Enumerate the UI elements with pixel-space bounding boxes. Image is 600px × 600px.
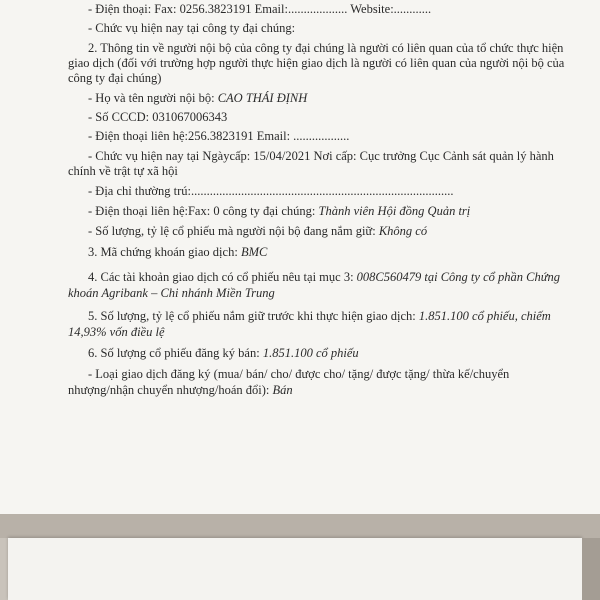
contact-phone-line: - Điện thoại liên hệ:256.3823191 Email: .................. <box>88 129 350 143</box>
address-line: - Địa chỉ thường trú:.................................................................................... <box>88 184 454 198</box>
trading-account-line <box>88 270 560 285</box>
shares-registered-value: 1.851.100 cổ phiếu <box>262 346 359 360</box>
insider-holding-label: - Số lượng, tỷ lệ cổ phiếu mà người nội bộ đang nắm giữ: <box>88 224 379 238</box>
section-2-heading: 2. Thông tin về người nội bộ của công ty đại chúng là người có liên quan của tổ chức thực hiện <box>88 41 564 55</box>
position-value: Thành viên Hội đồng Quản trị <box>318 204 471 218</box>
section-2-heading-cont: giao dịch (đối với trường hợp người thực hiện giao dịch là người có liên quan của người nội bộ của <box>68 56 565 70</box>
insider-name-label: - Họ và tên người nội bộ: <box>88 91 218 105</box>
section-2-heading-end: công ty đại chúng) <box>68 71 162 85</box>
shares-held-line <box>88 309 551 324</box>
insider-name-value: CAO THÁI ĐỊNH <box>217 91 308 105</box>
next-page <box>8 538 582 600</box>
transaction-type-value: Bán <box>272 383 293 397</box>
page-gap <box>0 514 600 538</box>
position-fax-label: - Điện thoại liên hệ:Fax: 0 công ty đại chúng: <box>88 204 319 218</box>
stock-code-line <box>88 245 267 260</box>
position-line: - Chức vụ hiện nay tại công ty đại chúng: <box>88 21 296 35</box>
shares-registered-line <box>88 346 359 361</box>
transaction-type-line: - Loại giao dịch đăng ký (mua/ bán/ cho/ được cho/ tặng/ được tặng/ thừa kế/chuyển <box>88 367 510 381</box>
insider-name-line <box>88 91 307 106</box>
trading-account-cont: khoán Agribank – Chi nhánh Miền Trung <box>68 286 275 300</box>
stock-code-label: 3. Mã chứng khoán giao dịch: <box>88 245 241 259</box>
id-number-line: - Số CCCD: 031067006343 <box>88 110 228 124</box>
shares-registered-label: 6. Số lượng cổ phiếu đăng ký bán: <box>88 346 263 360</box>
fax-email-website-line: - Điện thoại: Fax: 0256.3823191 Email:................... Website:............ <box>88 2 432 16</box>
stock-code-value: BMC <box>240 245 268 259</box>
page-edge-shadow <box>582 538 600 600</box>
trading-account-label: 4. Các tài khoản giao dịch có cổ phiếu nêu tại mục 3: <box>88 270 357 284</box>
transaction-type-label: nhượng/nhận chuyển nhượng/hoán đổi): <box>68 383 273 397</box>
trading-account-value: 008C560479 tại Công ty cổ phần Chứng <box>356 270 561 284</box>
shares-held-value: 1.851.100 cổ phiếu, chiếm <box>418 309 551 323</box>
issue-place-cont: chính về trật tự xã hội <box>68 164 178 178</box>
issue-date-line: - Chức vụ hiện nay tại Ngàycấp: 15/04/2021 Nơi cấp: Cục trưởng Cục Cảnh sát quản lý hành <box>88 149 554 163</box>
insider-holding-line <box>88 224 427 239</box>
insider-holding-value: Không có <box>378 224 428 238</box>
shares-held-cont: 14,93% vốn điều lệ <box>68 325 165 339</box>
position-fax-line <box>88 204 470 219</box>
transaction-type-cont <box>68 383 293 398</box>
shares-held-label: 5. Số lượng, tỷ lệ cổ phiếu nắm giữ trước khi thực hiện giao dịch: <box>88 309 419 323</box>
